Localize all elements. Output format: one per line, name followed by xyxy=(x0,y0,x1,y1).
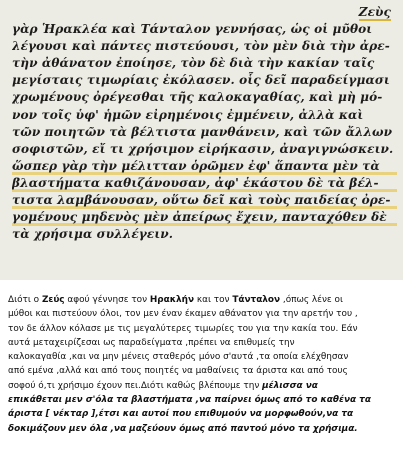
scan-line: χρωμένους ὀρέγεσθαι τῆς καλοκαγαθίας, καὶ μὴ μό- xyxy=(12,90,383,105)
scan-line: τὴν ἀθάνατον ἐποίησε, τὸν δὲ διὰ τὴν κακίαν ταῖς xyxy=(12,56,375,71)
modern-greek-translation xyxy=(8,293,398,436)
translation-line-emphasis: δοκιμάζουν μεν όλα ,να μαζεύουν όμως από παντού μόνο τα χρήσιμα. xyxy=(8,423,358,434)
translation-line: μύθοι και πιστεύουν όλοι, τον μεν έναν έκαμεν αθάνατον για την αρετήν του , xyxy=(8,309,358,320)
name-zeus: Ζεύς xyxy=(41,295,65,305)
name-heracles: Ηρακλήν xyxy=(149,295,195,305)
ancient-greek-passage xyxy=(12,4,397,243)
name-tantalus: Τάνταλον xyxy=(232,295,281,305)
scan-line: τὰ χρήσιμα συλλέγειν. xyxy=(12,227,174,242)
translation-line-emphasis: άριστα [ νέκταρ ],έτσι και αυτοί που επιθυμούν να μορφωθούν,να τα xyxy=(8,409,354,420)
scan-word-zeus: Ζεὺς xyxy=(358,5,391,19)
scan-line: γὰρ Ἡρακλέα καὶ Τάνταλον γεννήσας, ὡς οἱ μῦθοι xyxy=(12,22,373,37)
translation-line: καλοκαγαθία ,και να μην μένεις σταθερός μόνο σ'αυτά ,τα οποία ελέχθησαν xyxy=(8,352,349,363)
scan-line: λέγουσι καὶ πάντες πιστεύουσι, τὸν μὲν διὰ τὴν ἀρε- xyxy=(12,39,390,54)
emphasis-bee: μέλισσα να xyxy=(262,380,318,391)
translation-line: σοφού ό,τι χρήσιμο έχουν πει.Διότι καθώς βλέπουμε την μέλισσα να xyxy=(8,380,318,391)
translation-line: αυτά μεταχειρίζεσαι ως παραδείγματα ,πρέπει να επιθυμείς την xyxy=(8,337,295,348)
scan-line-highlighted: γομένους μηδενὸς μὲν ἀπείρως ἔχειν, πανταχόθεν δὲ xyxy=(12,209,397,226)
scan-line: μεγίσταις τιμωρίαις ἐκόλασεν. οἷς δεῖ παραδείγμασι xyxy=(12,73,390,88)
scan-line: νον τοῖς ὑφ' ἡμῶν εἰρημένοις ἐμμένειν, ἀλλὰ καὶ xyxy=(12,107,364,122)
translation-line: από εμένα ,αλλά και από τους ποιητές να μαθαίνεις τα άριστα και από τους xyxy=(8,366,348,377)
scan-line: σοφιστῶν, εἴ τι χρήσιμον εἰρήκασιν, ἀναγιγνώσκειν. xyxy=(12,141,394,156)
scan-line-highlighted: τιστα λαμβάνουσαν, οὕτω δεῖ καὶ τοὺς παιδείας ὀρε- xyxy=(12,192,397,209)
translation-line: τον δε άλλον κόλασε με τις μεγαλύτερες τιμωρίες του για την κακία του. Εάν xyxy=(8,323,358,334)
scan-line xyxy=(12,4,397,21)
scan-line-highlighted: ὥσπερ γὰρ τὴν μέλιτταν ὁρῶμεν ἐφ' ἅπαντα μὲν τὰ xyxy=(12,158,397,175)
translation-line-emphasis: επικάθεται μεν σ'όλα τα βλαστήματα ,να παίρνει όμως από το καθένα τα xyxy=(8,395,371,406)
translation-line: Διότι ο Ζεύς αφού γέννησε τον Ηρακλήν και τον Τάνταλον ,όπως λένε οι xyxy=(8,295,343,305)
scan-line: τῶν ποιητῶν τὰ βέλτιστα μανθάνειν, καὶ τῶν ἄλλων xyxy=(12,124,393,139)
scan-line-highlighted: βλαστήματα καθιζάνουσαν, ἀφ' ἑκάστου δὲ τὰ βέλ- xyxy=(12,175,397,192)
